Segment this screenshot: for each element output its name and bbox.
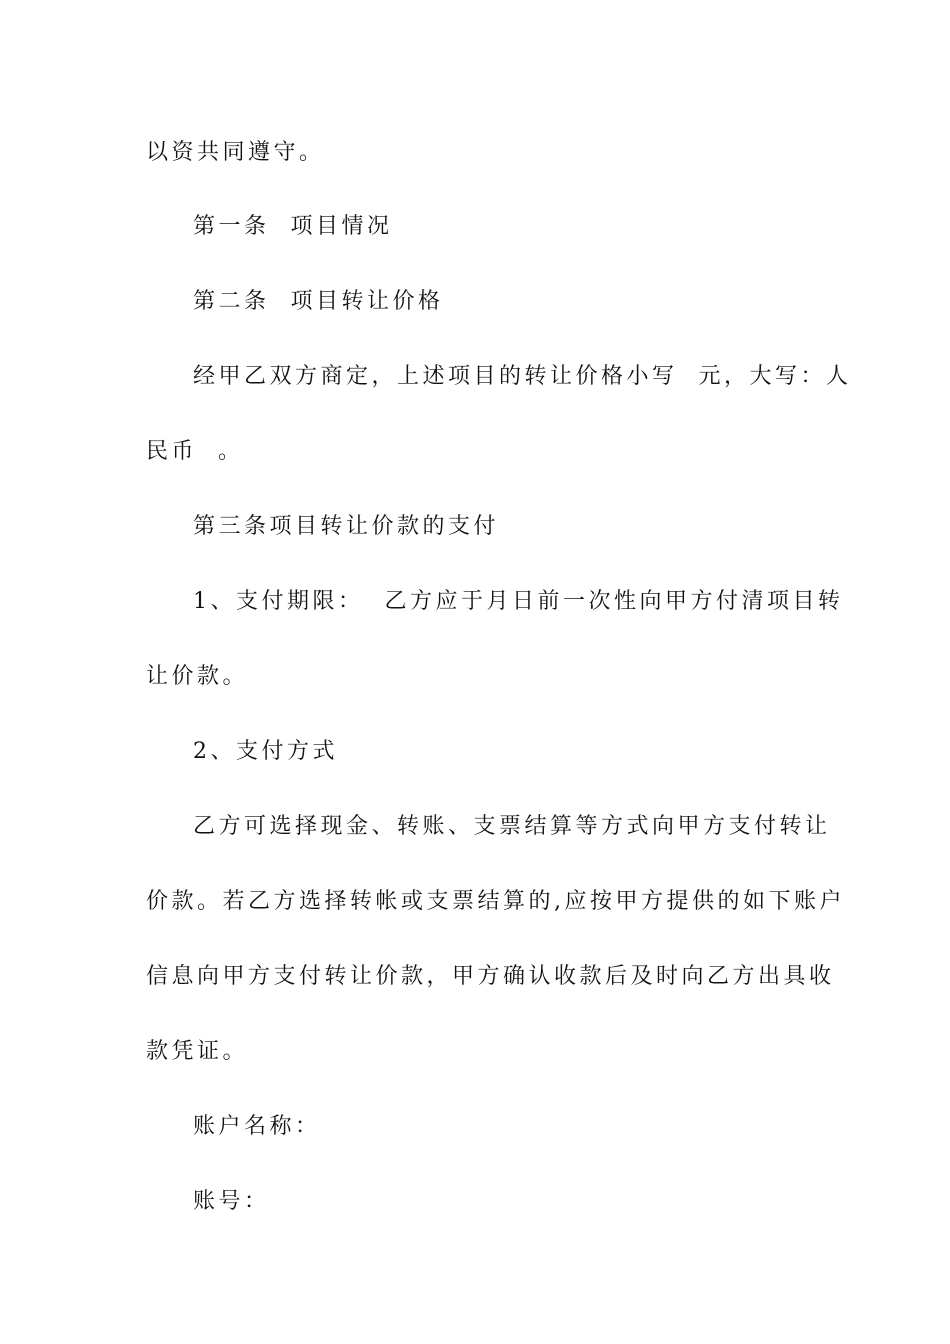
heading-article-3: 第三条项目转让价款的支付 xyxy=(193,514,500,539)
account-number-label: 账号： xyxy=(193,1189,270,1214)
heading-article-2: 第二条 项目转让价格 xyxy=(193,289,444,314)
payment-method-line-4: 款凭证。 xyxy=(146,1039,249,1064)
payment-method-line-3: 信息向甲方支付转让价款，甲方确认收款后及时向乙方出具收 xyxy=(146,964,835,989)
account-name-label: 账户名称： xyxy=(193,1114,321,1139)
paragraph-price-line-1: 经甲乙双方商定，上述项目的转让价格小写 元，大写：人 xyxy=(193,364,852,389)
payment-method-line-2: 价款。若乙方选择转帐或支票结算的,应按甲方提供的如下账户 xyxy=(146,889,845,914)
payment-term-line-2: 让价款。 xyxy=(146,664,249,689)
text-line-closing: 以资共同遵守。 xyxy=(146,140,325,165)
heading-article-1: 第一条 项目情况 xyxy=(193,214,393,239)
payment-method-line-1: 乙方可选择现金、转账、支票结算等方式向甲方支付转让 xyxy=(193,814,831,839)
paragraph-price-line-2: 民币 。 xyxy=(146,439,244,464)
payment-term-line-1: 1、支付期限： 乙方应于月日前一次性向甲方付清项目转 xyxy=(193,589,844,614)
payment-method-heading: 2、支付方式 xyxy=(193,739,338,764)
